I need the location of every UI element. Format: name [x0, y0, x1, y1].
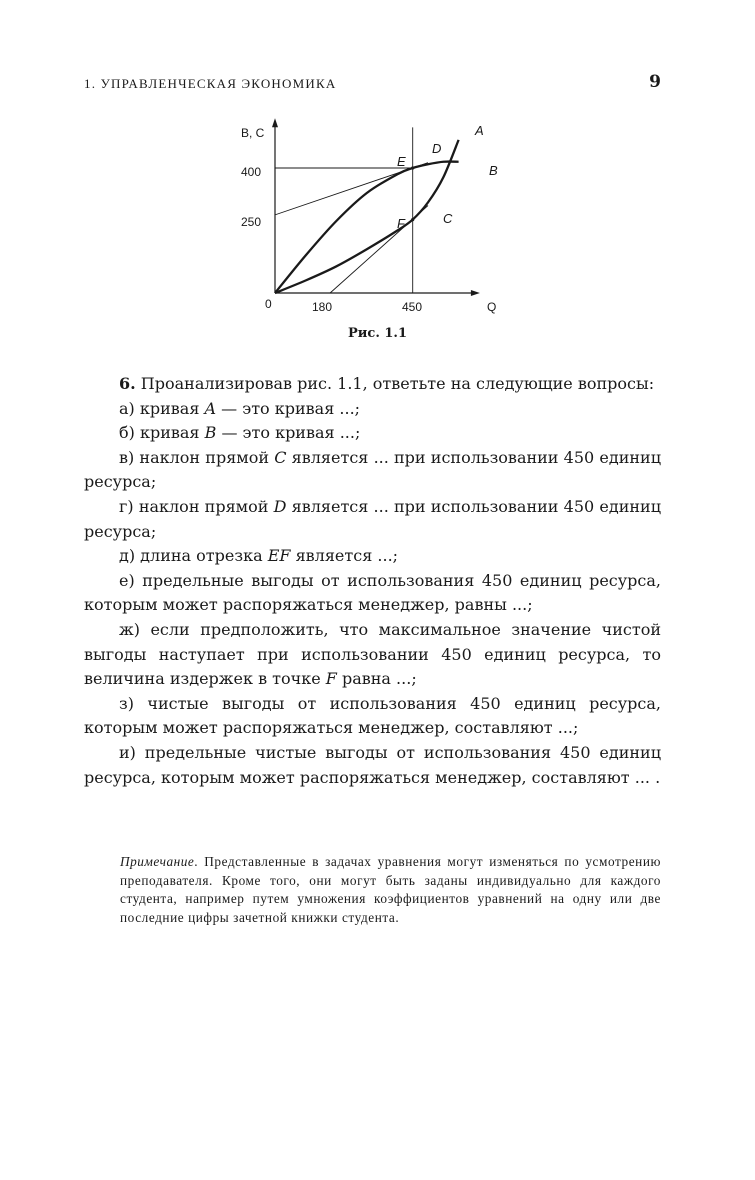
series-b: [275, 162, 459, 293]
label-C: C: [443, 211, 453, 226]
question-z: з) чистые выгоды от использования 450 единиц ресурса, которым может распоряжаться менеджер, составляют ...;: [84, 693, 661, 738]
x-tick-450: 450: [402, 300, 423, 314]
task-intro: [84, 372, 661, 397]
question-e: е) предельные выгоды от использования 450 единиц ресурса, которым может распоряжаться менеджер, равны ...;: [84, 570, 661, 615]
label-D: D: [432, 141, 442, 156]
label-A: A: [475, 123, 484, 138]
note-label: Примечание: [120, 854, 195, 869]
y-tick-400: 400: [241, 165, 262, 179]
point-e: [411, 166, 414, 169]
origin-label: 0: [265, 297, 272, 311]
x-axis-label: Q: [487, 300, 497, 314]
question-zh: ж) если предположить, что максимальное значение чистой выгоды наступает при использовании 450 единиц ресурса, то величина издержек в точке F равна ...;: [84, 619, 661, 689]
chart-lines: [272, 118, 480, 296]
x-axis-arrow-icon: [471, 290, 480, 296]
note-text: . Представленные в задачах уравнения могут изменяться по усмотрению преподавателя. Кроме того, они могут быть заданы индивидуально для каждого студента, например путем умножения коэффициентов уравнений на одну или две последние цифры зачетной книжки студента.: [120, 854, 661, 925]
question-i: и) предельные чистые выгоды от использования 450 единиц ресурса, которым может распоряжаться менеджер, составляют ... .: [84, 742, 661, 787]
chart-svg: [235, 118, 515, 323]
point-f: [411, 218, 414, 221]
y-axis-arrow-icon: [272, 118, 278, 127]
figure-caption: Рис. 1.1: [347, 326, 407, 341]
x-tick-180: 180: [312, 300, 333, 314]
task-intro-text: Проанализировав рис. 1.1, ответьте на следующие вопросы:: [140, 374, 655, 393]
question-g: г) наклон прямой D является ... при использовании 450 единиц ресурса;: [84, 496, 661, 541]
label-E: E: [397, 154, 406, 169]
question-d: д) длина отрезка EF является ...;: [119, 546, 399, 566]
question-a: а) кривая A — это кривая ...;: [119, 398, 361, 418]
running-title: 1. УПРАВЛЕНЧЕСКАЯ ЭКОНОМИКА: [84, 76, 337, 91]
page-number: 9: [649, 72, 661, 92]
figure-1-1: [235, 118, 515, 323]
question-v: в) наклон прямой C является ... при использовании 450 единиц ресурса;: [84, 447, 661, 492]
question-b: б) кривая B — это кривая ...;: [119, 423, 361, 443]
y-axis-label: B, C: [241, 126, 265, 140]
label-F: F: [397, 216, 405, 231]
task-6: [84, 372, 661, 790]
task-number: 6.: [119, 374, 136, 393]
label-B: B: [489, 163, 498, 178]
note-paragraph: [120, 853, 661, 927]
y-tick-250: 250: [241, 215, 262, 229]
